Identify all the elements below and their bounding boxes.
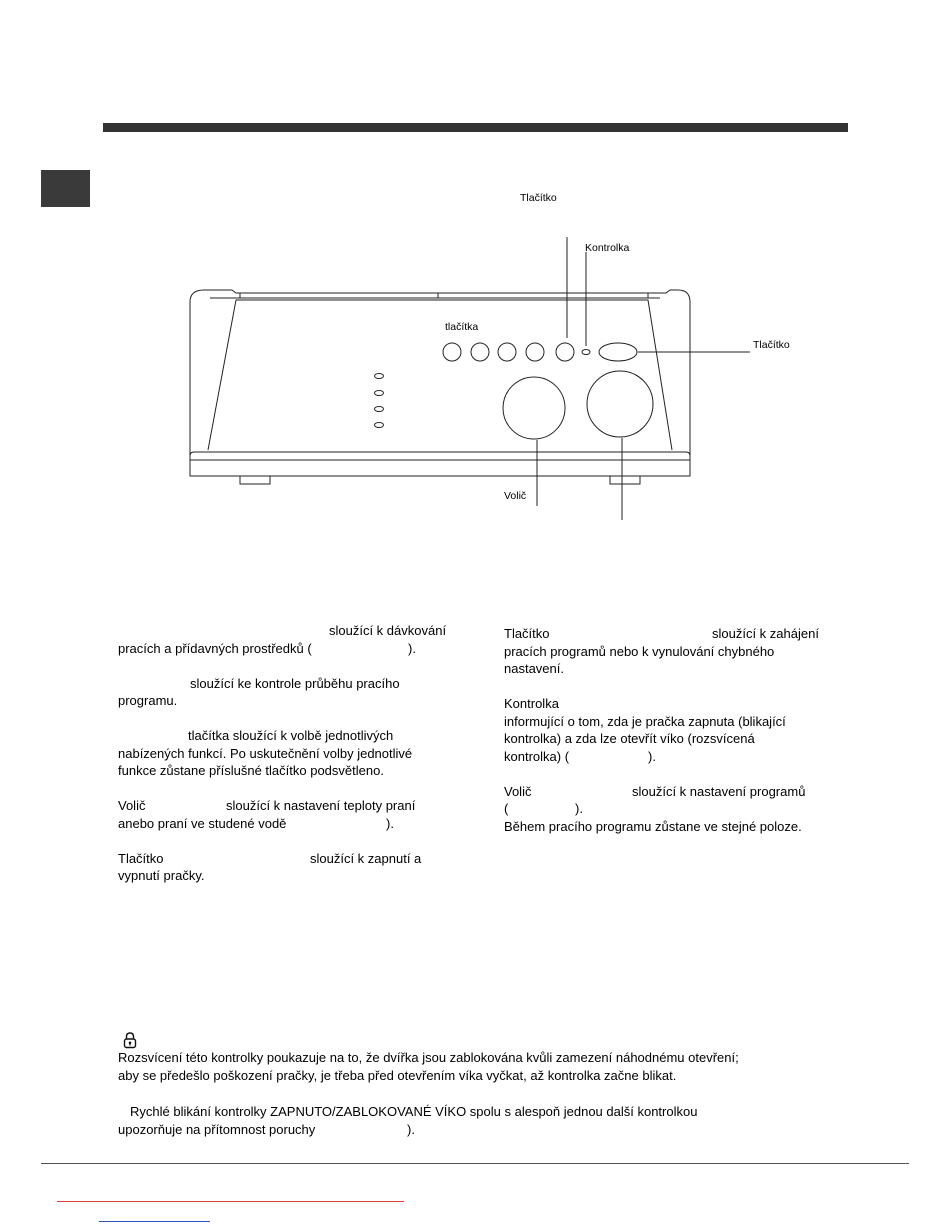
text-fragment: ). — [408, 640, 416, 656]
text-fragment: pracích programů nebo k vynulování chybného — [504, 643, 775, 659]
text-fragment: tlačítka sloužící k volbě jednotlivých — [188, 728, 394, 743]
start-button — [556, 343, 574, 361]
text-line — [118, 1103, 850, 1121]
text-line — [118, 692, 468, 710]
language-tab — [41, 170, 90, 207]
panel-base — [190, 452, 690, 476]
callout-option-buttons: tlačítka — [445, 321, 479, 333]
program-knob — [587, 371, 653, 437]
text-fragment: Tlačítko — [118, 850, 164, 866]
onoff-button — [599, 343, 637, 361]
text-fragment: programu. — [118, 693, 178, 708]
text-line — [118, 867, 468, 885]
text-line: Rozsvícení této kontrolky poukazuje na to, že dvířka jsou zablokována kvůli zamezení náhodnému otevření; — [118, 1050, 739, 1065]
text-line — [118, 797, 468, 815]
text-line — [118, 762, 468, 780]
text-fragment: sloužící k dávkování — [329, 623, 447, 638]
fault-note — [118, 1103, 850, 1138]
text-line — [118, 850, 468, 868]
text-line — [118, 727, 468, 745]
text-fragment: ). — [575, 801, 583, 816]
callout-indicator: Kontrolka — [585, 242, 630, 254]
text-fragment: ). — [386, 815, 394, 831]
text-line — [118, 815, 468, 833]
text-fragment: kontrolka) a zda lze otevřít víko (rozsvícená — [504, 731, 755, 746]
text-fragment: sloužící ke kontrole průběhu pracího — [190, 675, 400, 691]
text-fragment: nabízených funkcí. Po uskutečnění volby jednotlivé — [118, 745, 413, 761]
text-line — [504, 800, 849, 818]
text-line — [118, 745, 468, 763]
text-fragment: ). — [407, 1121, 415, 1137]
left-column — [118, 622, 468, 885]
option-button-3 — [498, 343, 516, 361]
control-panel-diagram — [180, 230, 820, 530]
led-2 — [375, 391, 384, 396]
text-fragment: ( — [504, 801, 509, 816]
panel-outline — [190, 290, 690, 460]
text-line — [504, 748, 849, 766]
text-fragment: pracích a přídavných prostředků ( — [118, 640, 312, 656]
text-fragment: sloužící k nastavení programů — [632, 783, 806, 799]
text-line — [504, 783, 849, 801]
text-fragment: Volič — [118, 798, 146, 813]
text-line: aby se předešlo poškození pračky, je třeba před otevřením víka vyčkat, až kontrolka začne blikat. — [118, 1067, 677, 1083]
text-fragment: funkce zůstane příslušné tlačítko podsvětleno. — [118, 763, 384, 778]
led-1 — [375, 374, 384, 379]
footer-rule — [41, 1163, 909, 1164]
callout-start-button: Tlačítko — [520, 192, 557, 204]
text-line — [118, 640, 468, 658]
text-line — [504, 695, 849, 713]
text-line — [504, 730, 849, 748]
lock-icon — [121, 1031, 139, 1049]
header-rule — [103, 123, 848, 132]
temperature-knob — [503, 377, 565, 439]
text-fragment: Během pracího programu zůstane ve stejné poloze. — [504, 818, 802, 834]
text-line — [118, 1121, 850, 1139]
text-line — [504, 643, 849, 661]
lock-indicator — [582, 350, 590, 355]
text-fragment: informující o tom, zda je pračka zapnuta (blikající — [504, 713, 786, 729]
text-line — [504, 660, 849, 678]
text-line — [504, 818, 849, 836]
option-button-1 — [443, 343, 461, 361]
text-fragment: anebo praní ve studené vodě — [118, 815, 287, 831]
option-button-2 — [471, 343, 489, 361]
led-3 — [375, 407, 384, 412]
text-fragment: ). — [648, 748, 656, 764]
text-fragment: vypnutí pračky. — [118, 868, 205, 883]
led-4 — [375, 423, 384, 428]
text-fragment: kontrolka) ( — [504, 748, 570, 764]
text-line — [504, 625, 849, 643]
text-fragment: upozorňuje na přítomnost poruchy — [118, 1121, 316, 1137]
text-fragment: Volič — [504, 783, 532, 799]
panel-face — [208, 300, 672, 450]
text-fragment: sloužící k zahájení — [712, 626, 819, 641]
callout-temperature-knob: Volič — [504, 490, 527, 502]
text-fragment: nastavení. — [504, 661, 564, 676]
text-fragment: Tlačítko — [504, 626, 550, 641]
text-fragment: Kontrolka — [504, 696, 559, 711]
right-column — [504, 625, 849, 835]
option-button-4 — [526, 343, 544, 361]
lock-note — [118, 1049, 850, 1084]
text-fragment: sloužící k zapnutí a — [310, 850, 422, 866]
text-line — [118, 675, 468, 693]
text-fragment: Rychlé blikání kontrolky ZAPNUTO/ZABLOKOVANÉ VÍKO spolu s alespoň jednou další kontrolkou — [130, 1104, 698, 1119]
callout-onoff-button: Tlačítko — [753, 339, 790, 351]
footer-link-underline-red[interactable] — [57, 1201, 404, 1202]
footer-link-underline-blue[interactable] — [99, 1221, 210, 1222]
text-line — [504, 713, 849, 731]
text-line — [118, 622, 468, 640]
text-fragment: sloužící k nastavení teploty praní — [226, 798, 416, 813]
